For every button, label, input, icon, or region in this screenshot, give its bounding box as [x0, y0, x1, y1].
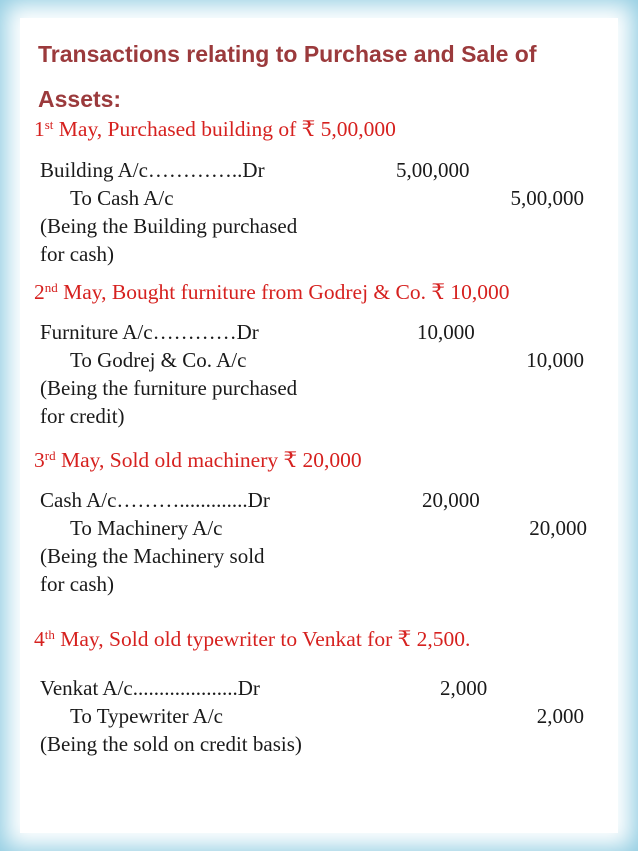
entry-2-heading	[34, 280, 510, 305]
entry-4-credit-account: To Typewriter A/c	[70, 704, 223, 728]
entry-3-day: 3	[34, 448, 45, 472]
entry-2-day-suffix: nd	[44, 280, 58, 295]
entry-1-heading	[34, 117, 396, 142]
entry-3-credit-amount: 20,000	[529, 516, 587, 540]
slide-title: Transactions relating to Purchase and Sale of Assets:	[38, 41, 537, 112]
entry-4-credit-amount: 2,000	[536, 704, 584, 728]
entry-3-narration-line-2: for cash)	[40, 572, 115, 596]
entry-3-heading	[34, 448, 362, 473]
entry-2-credit-amount: 10,000	[526, 348, 584, 372]
entry-1-credit-account: To Cash A/c	[70, 186, 174, 210]
entry-4-heading	[34, 627, 470, 652]
entry-3-heading-text: May, Sold old machinery ₹ 20,000	[55, 448, 362, 472]
entry-1-narration-line-2: for cash)	[40, 242, 115, 266]
entry-4-debit-account: Venkat A/c....................Dr	[40, 676, 260, 700]
entry-2-debit-amount: 10,000	[417, 320, 475, 344]
entry-3-debit-amount: 20,000	[422, 488, 480, 512]
entry-2-credit-account: To Godrej & Co. A/c	[70, 348, 247, 372]
entry-2-debit-account: Furniture A/c…………Dr	[40, 320, 259, 344]
entry-4-heading-text: May, Sold old typewriter to Venkat for ₹ 2,500.	[54, 627, 471, 651]
entry-4-narration-line-1: (Being the sold on credit basis)	[40, 732, 302, 756]
entry-1-narration-line-1: (Being the Building purchased	[40, 214, 298, 238]
entry-2-narration-line-2: for credit)	[40, 404, 125, 428]
entry-2-day: 2	[34, 280, 45, 304]
entry-3-debit-account: Cash A/c……….............Dr	[40, 488, 270, 512]
entry-4-day: 4	[34, 627, 45, 651]
entry-3-credit-account: To Machinery A/c	[70, 516, 223, 540]
entry-1-day: 1	[34, 117, 45, 141]
entry-3-day-suffix: rd	[44, 448, 56, 463]
entry-3-narration-line-1: (Being the Machinery sold	[40, 544, 265, 568]
entry-1-debit-amount: 5,00,000	[396, 158, 470, 182]
entry-1-day-suffix: st	[44, 117, 54, 132]
entry-1-credit-amount: 5,00,000	[510, 186, 584, 210]
entry-2-narration-line-1: (Being the furniture purchased	[40, 376, 298, 400]
entry-4-debit-amount: 2,000	[440, 676, 488, 700]
entry-4-day-suffix: th	[44, 627, 55, 642]
entry-1-heading-text: May, Purchased building of ₹ 5,00,000	[53, 117, 396, 141]
entry-2-heading-text: May, Bought furniture from Godrej & Co. ₹ 10,000	[57, 280, 510, 304]
entry-1-debit-account: Building A/c…………..Dr	[40, 158, 265, 182]
